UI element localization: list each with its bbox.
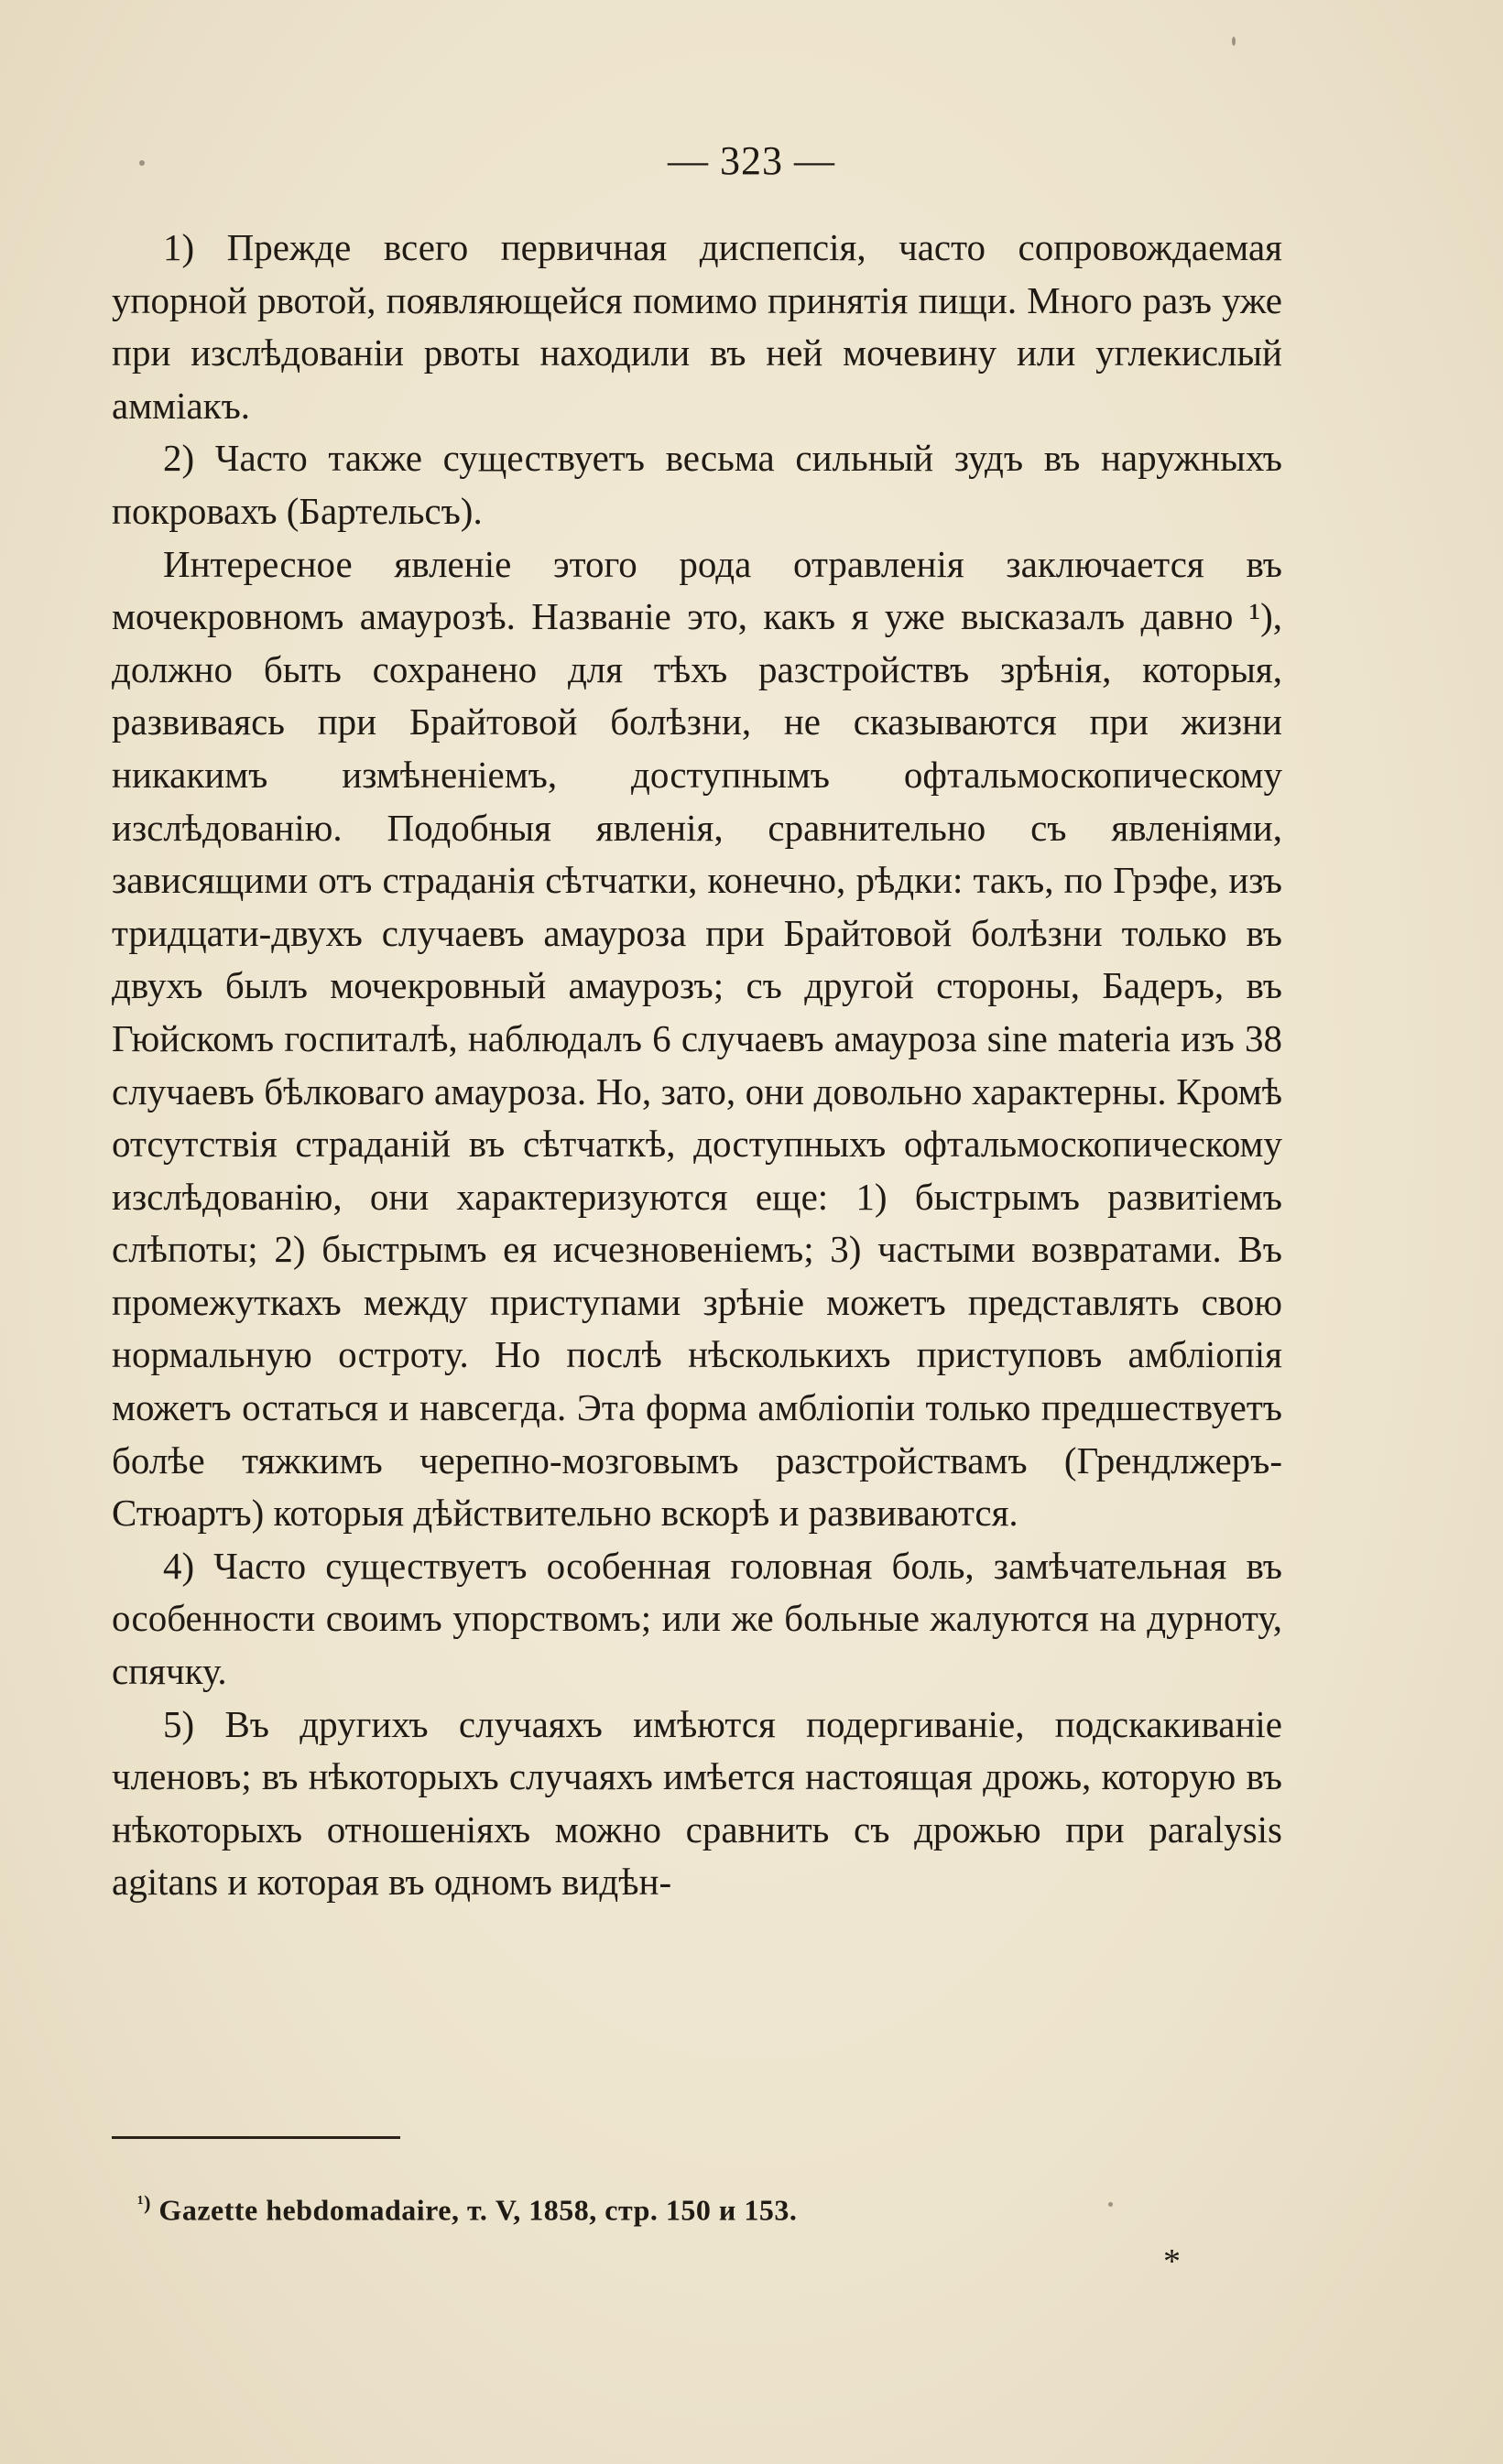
- footnote-text: Gazette hebdomadaire, т. V, 1858, стр. 150 и 153.: [158, 2193, 798, 2227]
- paragraph-4: 4) Часто существуетъ особенная головная боль, замѣчательная въ особенности своимъ упорствомъ; или же больные жалуются на дурноту, спячку.: [112, 1544, 1282, 1693]
- footnote-divider: [112, 2136, 400, 2139]
- paragraph-3: Интересное явленіе этого рода отравленія заключается въ мочекровномъ амаурозѣ. Названіе это, какъ я уже высказалъ давно ¹), должно быть сохранено для тѣхъ разстройствъ зрѣнія, которыя, развиваясь при Брайтовой болѣзни, не сказываются при жизни никакимъ измѣненіемъ, доступнымъ офтальмоскопическому изслѣдованію. Подобныя явленія, сравнительно съ явленіями, зависящими отъ страданія сѣтчатки, конечно, рѣдки: такъ, по Грэфе, изъ тридцати-двухъ случаевъ амауроза при Брайтовой болѣзни только въ двухъ былъ мочекровный амаурозъ; съ другой стороны, Бадеръ, въ Гюйскомъ госпиталѣ, наблюдалъ 6 случаевъ амауроза sine materia изъ 38 случаевъ бѣлковаго амауроза. Но, зато, они довольно характерны. Кромѣ отсутствія страданій въ сѣтчаткѣ, доступныхъ офтальмоскопическому изслѣдованію, они характеризуются еще: 1) быстрымъ развитіемъ слѣпоты; 2) быстрымъ ея исчезновеніемъ; 3) частыми возвратами. Въ промежуткахъ между приступами зрѣніе можетъ представлять свою нормальную остроту. Но послѣ нѣсколькихъ приступовъ амбліопія можетъ остаться и навсегда. Эта форма амбліопіи только предшествуетъ болѣе тяжкимъ черепно-мозговымъ разстройствамъ (Грендлжеръ-Стюартъ) которыя дѣйствительно вскорѣ и развиваются.: [112, 542, 1282, 1535]
- paper-speck: [1108, 2202, 1113, 2207]
- page-number: — 323 —: [668, 138, 835, 183]
- page-body: [112, 222, 1282, 1909]
- paragraph-1: 1) Прежде всего первичная диспепсія, часто сопровождаемая упорной рвотой, появляющейся помимо принятія пищи. Много разъ уже при изслѣдованіи рвоты находили въ ней мочевину или углекислый амміакъ.: [112, 226, 1282, 427]
- paragraph-2: 2) Часто также существуетъ весьма сильный зудъ въ наружныхъ покровахъ (Бартельсъ).: [112, 437, 1282, 532]
- signature-mark: *: [1163, 2242, 1181, 2281]
- paragraph-5: 5) Въ другихъ случаяхъ имѣются подергиваніе, подскакиваніе членовъ; въ нѣкоторыхъ случаяхъ имѣется настоящая дрожь, которую въ нѣкоторыхъ отношеніяхъ можно сравнить съ дрожью при paralysis agitans и которая въ одномъ видѣн-: [112, 1702, 1282, 1904]
- footnote: [137, 2191, 1236, 2228]
- paper-speck: [1232, 37, 1236, 46]
- paper-speck: [139, 160, 145, 166]
- footnote-marker: ¹): [137, 2191, 151, 2214]
